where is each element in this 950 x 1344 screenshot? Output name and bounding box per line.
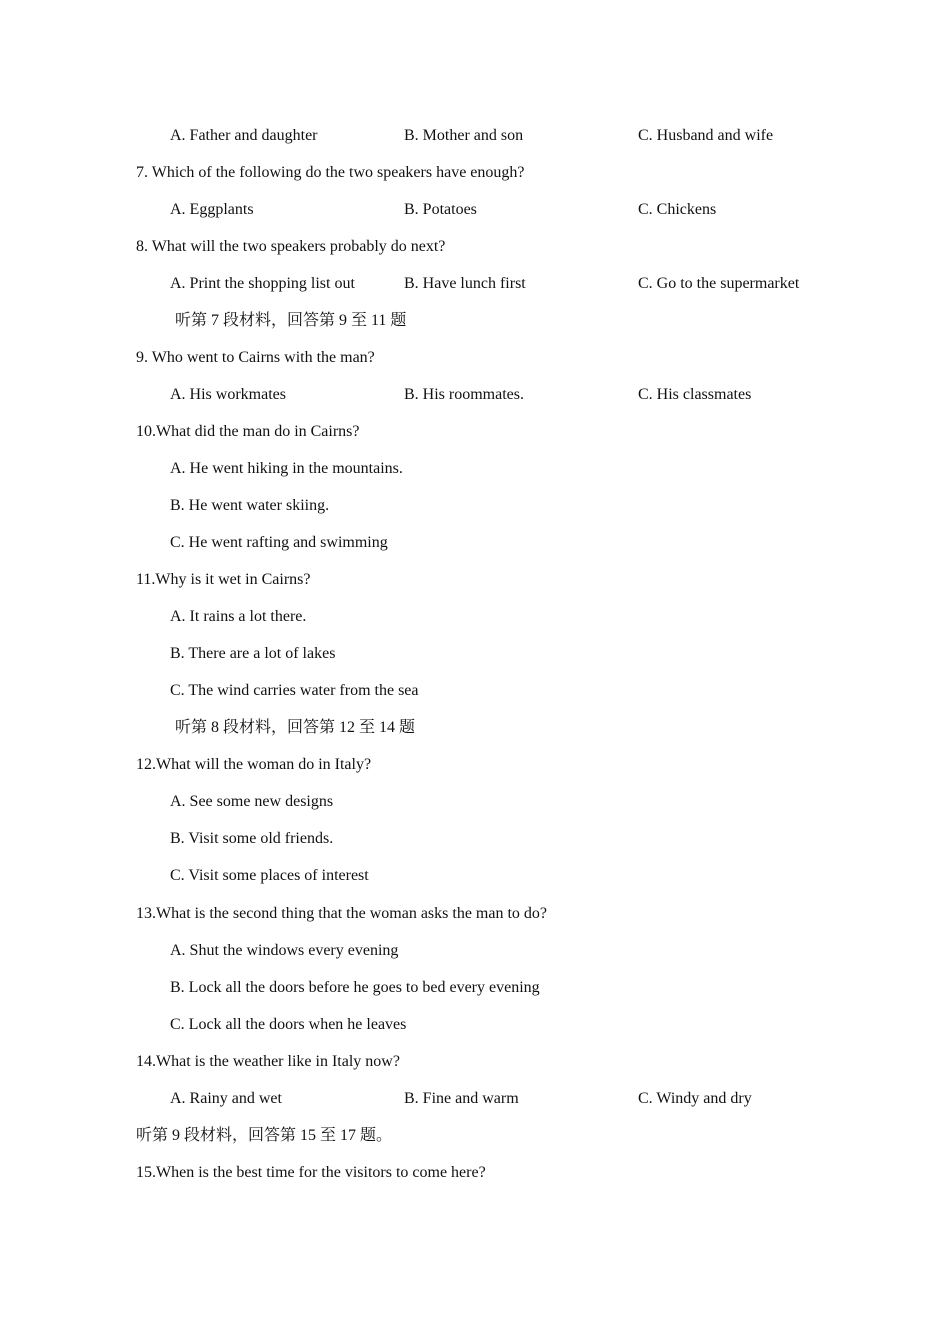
- q7-option-c: C. Chickens: [638, 201, 717, 218]
- section-7-instruction: 听第 7 段材料，回答第 9 至 11 题: [175, 312, 407, 329]
- q6-option-b: B. Mother and son: [404, 127, 524, 144]
- q13-option-a: A. Shut the windows every evening: [170, 942, 399, 959]
- q13-option-c: C. Lock all the doors when he leaves: [170, 1016, 407, 1033]
- q10-option-b: B. He went water skiing.: [170, 497, 330, 514]
- q9-option-b: B. His roommates.: [404, 386, 524, 403]
- question-10: 10.What did the man do in Cairns?: [136, 423, 360, 440]
- q8-option-b: B. Have lunch first: [404, 275, 526, 292]
- q11-option-b: B. There are a lot of lakes: [170, 645, 336, 662]
- question-11: 11.Why is it wet in Cairns?: [136, 571, 311, 588]
- question-7: 7. Which of the following do the two speakers have enough?: [136, 164, 525, 181]
- question-15: 15.When is the best time for the visitors to come here?: [136, 1164, 486, 1181]
- q12-option-c: C. Visit some places of interest: [170, 867, 369, 884]
- question-14: 14.What is the weather like in Italy now?: [136, 1053, 400, 1070]
- q10-option-a: A. He went hiking in the mountains.: [170, 460, 403, 477]
- section-8-instruction: 听第 8 段材料，回答第 12 至 14 题: [175, 719, 416, 736]
- q14-option-a: A. Rainy and wet: [170, 1090, 282, 1107]
- q7-option-b: B. Potatoes: [404, 201, 477, 218]
- question-8: 8. What will the two speakers probably do next?: [136, 238, 446, 255]
- question-13: 13.What is the second thing that the woman asks the man to do?: [136, 905, 548, 922]
- q8-option-c: C. Go to the supermarket: [638, 275, 800, 292]
- q11-option-c: C. The wind carries water from the sea: [170, 682, 419, 699]
- q8-option-a: A. Print the shopping list out: [170, 275, 355, 292]
- q9-option-c: C. His classmates: [638, 386, 752, 403]
- q11-option-a: A. It rains a lot there.: [170, 608, 307, 625]
- section-9-instruction: 听第 9 段材料，回答第 15 至 17 题。: [136, 1127, 393, 1144]
- question-12: 12.What will the woman do in Italy?: [136, 756, 372, 773]
- q14-option-c: C. Windy and dry: [638, 1090, 752, 1107]
- q6-option-c: C. Husband and wife: [638, 127, 774, 144]
- q10-option-c: C. He went rafting and swimming: [170, 534, 388, 551]
- q6-option-a: A. Father and daughter: [170, 127, 318, 144]
- q12-option-b: B. Visit some old friends.: [170, 830, 334, 847]
- question-9: 9. Who went to Cairns with the man?: [136, 349, 375, 366]
- q14-option-b: B. Fine and warm: [404, 1090, 519, 1107]
- q7-option-a: A. Eggplants: [170, 201, 254, 218]
- q13-option-b: B. Lock all the doors before he goes to bed every evening: [170, 979, 540, 996]
- q12-option-a: A. See some new designs: [170, 793, 334, 810]
- q9-option-a: A. His workmates: [170, 386, 286, 403]
